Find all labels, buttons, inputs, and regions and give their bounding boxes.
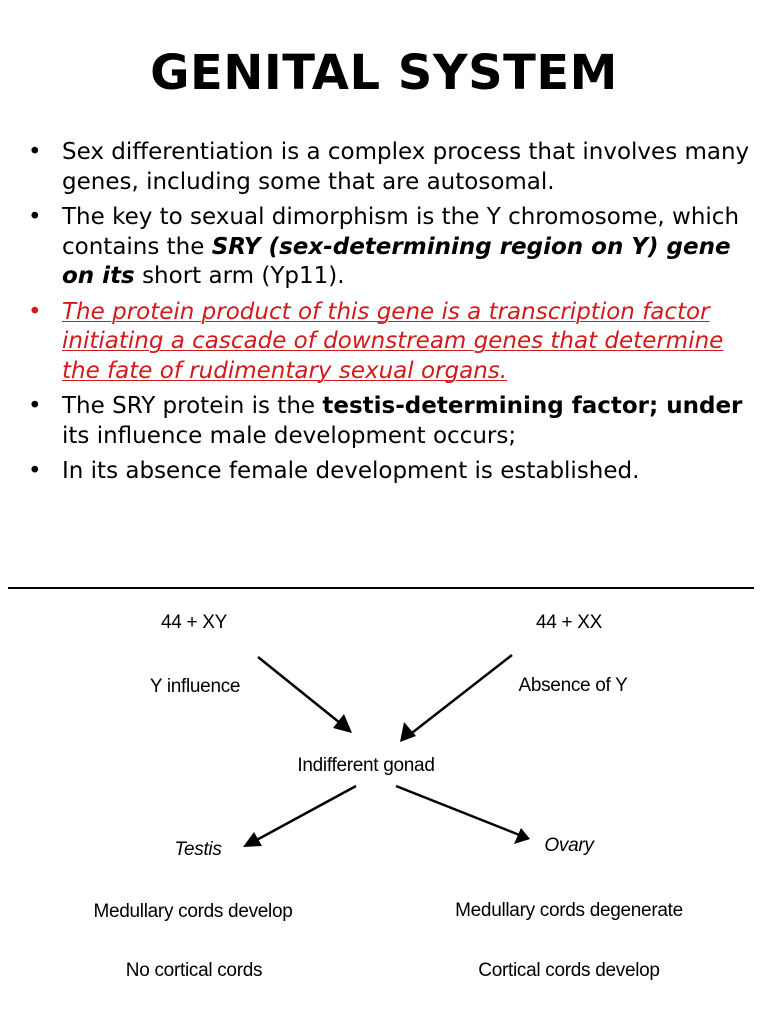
arrowhead-icon [514, 828, 530, 844]
arrow-female-to-gonad [408, 655, 512, 736]
arrow-male-to-gonad [258, 657, 345, 727]
arrow-gonad-to-ovary [396, 786, 522, 836]
bullet-dot-icon: • [28, 298, 42, 325]
female-cortical-label: Cortical cords develop [478, 960, 660, 981]
bullet-text: short arm (Yp11). [134, 263, 345, 289]
bullet-item [26, 138, 756, 197]
arrow-gonad-to-testis [253, 786, 356, 842]
testis-label: Testis [174, 839, 222, 860]
bullet-emphasis: SRY (sex-determining region on Y) gene on its [62, 233, 731, 289]
bullet-text: In its absence female development is established. [62, 458, 640, 484]
female-medullary-label: Medullary cords degenerate [455, 900, 683, 921]
bullet-item-highlight [26, 298, 756, 387]
slide-title: GENITAL SYSTEM [150, 45, 618, 101]
section-divider [8, 587, 754, 589]
arrowhead-icon [333, 714, 352, 733]
bullet-item [26, 203, 756, 292]
male-medullary-label: Medullary cords develop [93, 901, 293, 922]
male-karyotype-label: 44 + XY [160, 612, 228, 633]
bullet-text: its influence male development occurs; [62, 422, 517, 449]
absence-of-y-label: Absence of Y [518, 675, 628, 696]
differentiation-diagram [0, 590, 768, 1024]
bullet-item [26, 457, 756, 487]
diagram-arrows [0, 590, 768, 1024]
y-influence-label: Y influence [149, 676, 241, 697]
ovary-label: Ovary [544, 835, 594, 856]
bullet-text: The SRY protein is the [62, 393, 323, 419]
bullet-text: Sex differentiation is a complex process that involves many genes, including some that are autosomal. [62, 139, 750, 195]
bullet-list [26, 138, 756, 493]
bullet-dot-icon: • [28, 458, 42, 484]
male-cortical-label: No cortical cords [125, 960, 263, 981]
bullet-item [26, 392, 756, 451]
female-karyotype-label: 44 + XX [535, 612, 603, 633]
bullet-text: The key to sexual dimorphism is the Y chromosome, which contains the [62, 204, 740, 260]
bullet-dot-icon: • [28, 139, 42, 165]
bullet-emphasis: testis-determining factor; under [322, 393, 743, 419]
indifferent-gonad-label: Indifferent gonad [297, 755, 435, 776]
bullet-dot-icon: • [28, 204, 42, 230]
bullet-dot-icon: • [28, 393, 42, 419]
bullet-text: The protein product of this gene is a transcription factor initiating a cascade of downstream genes that determine the fate of rudimentary sexual organs. [62, 298, 724, 384]
